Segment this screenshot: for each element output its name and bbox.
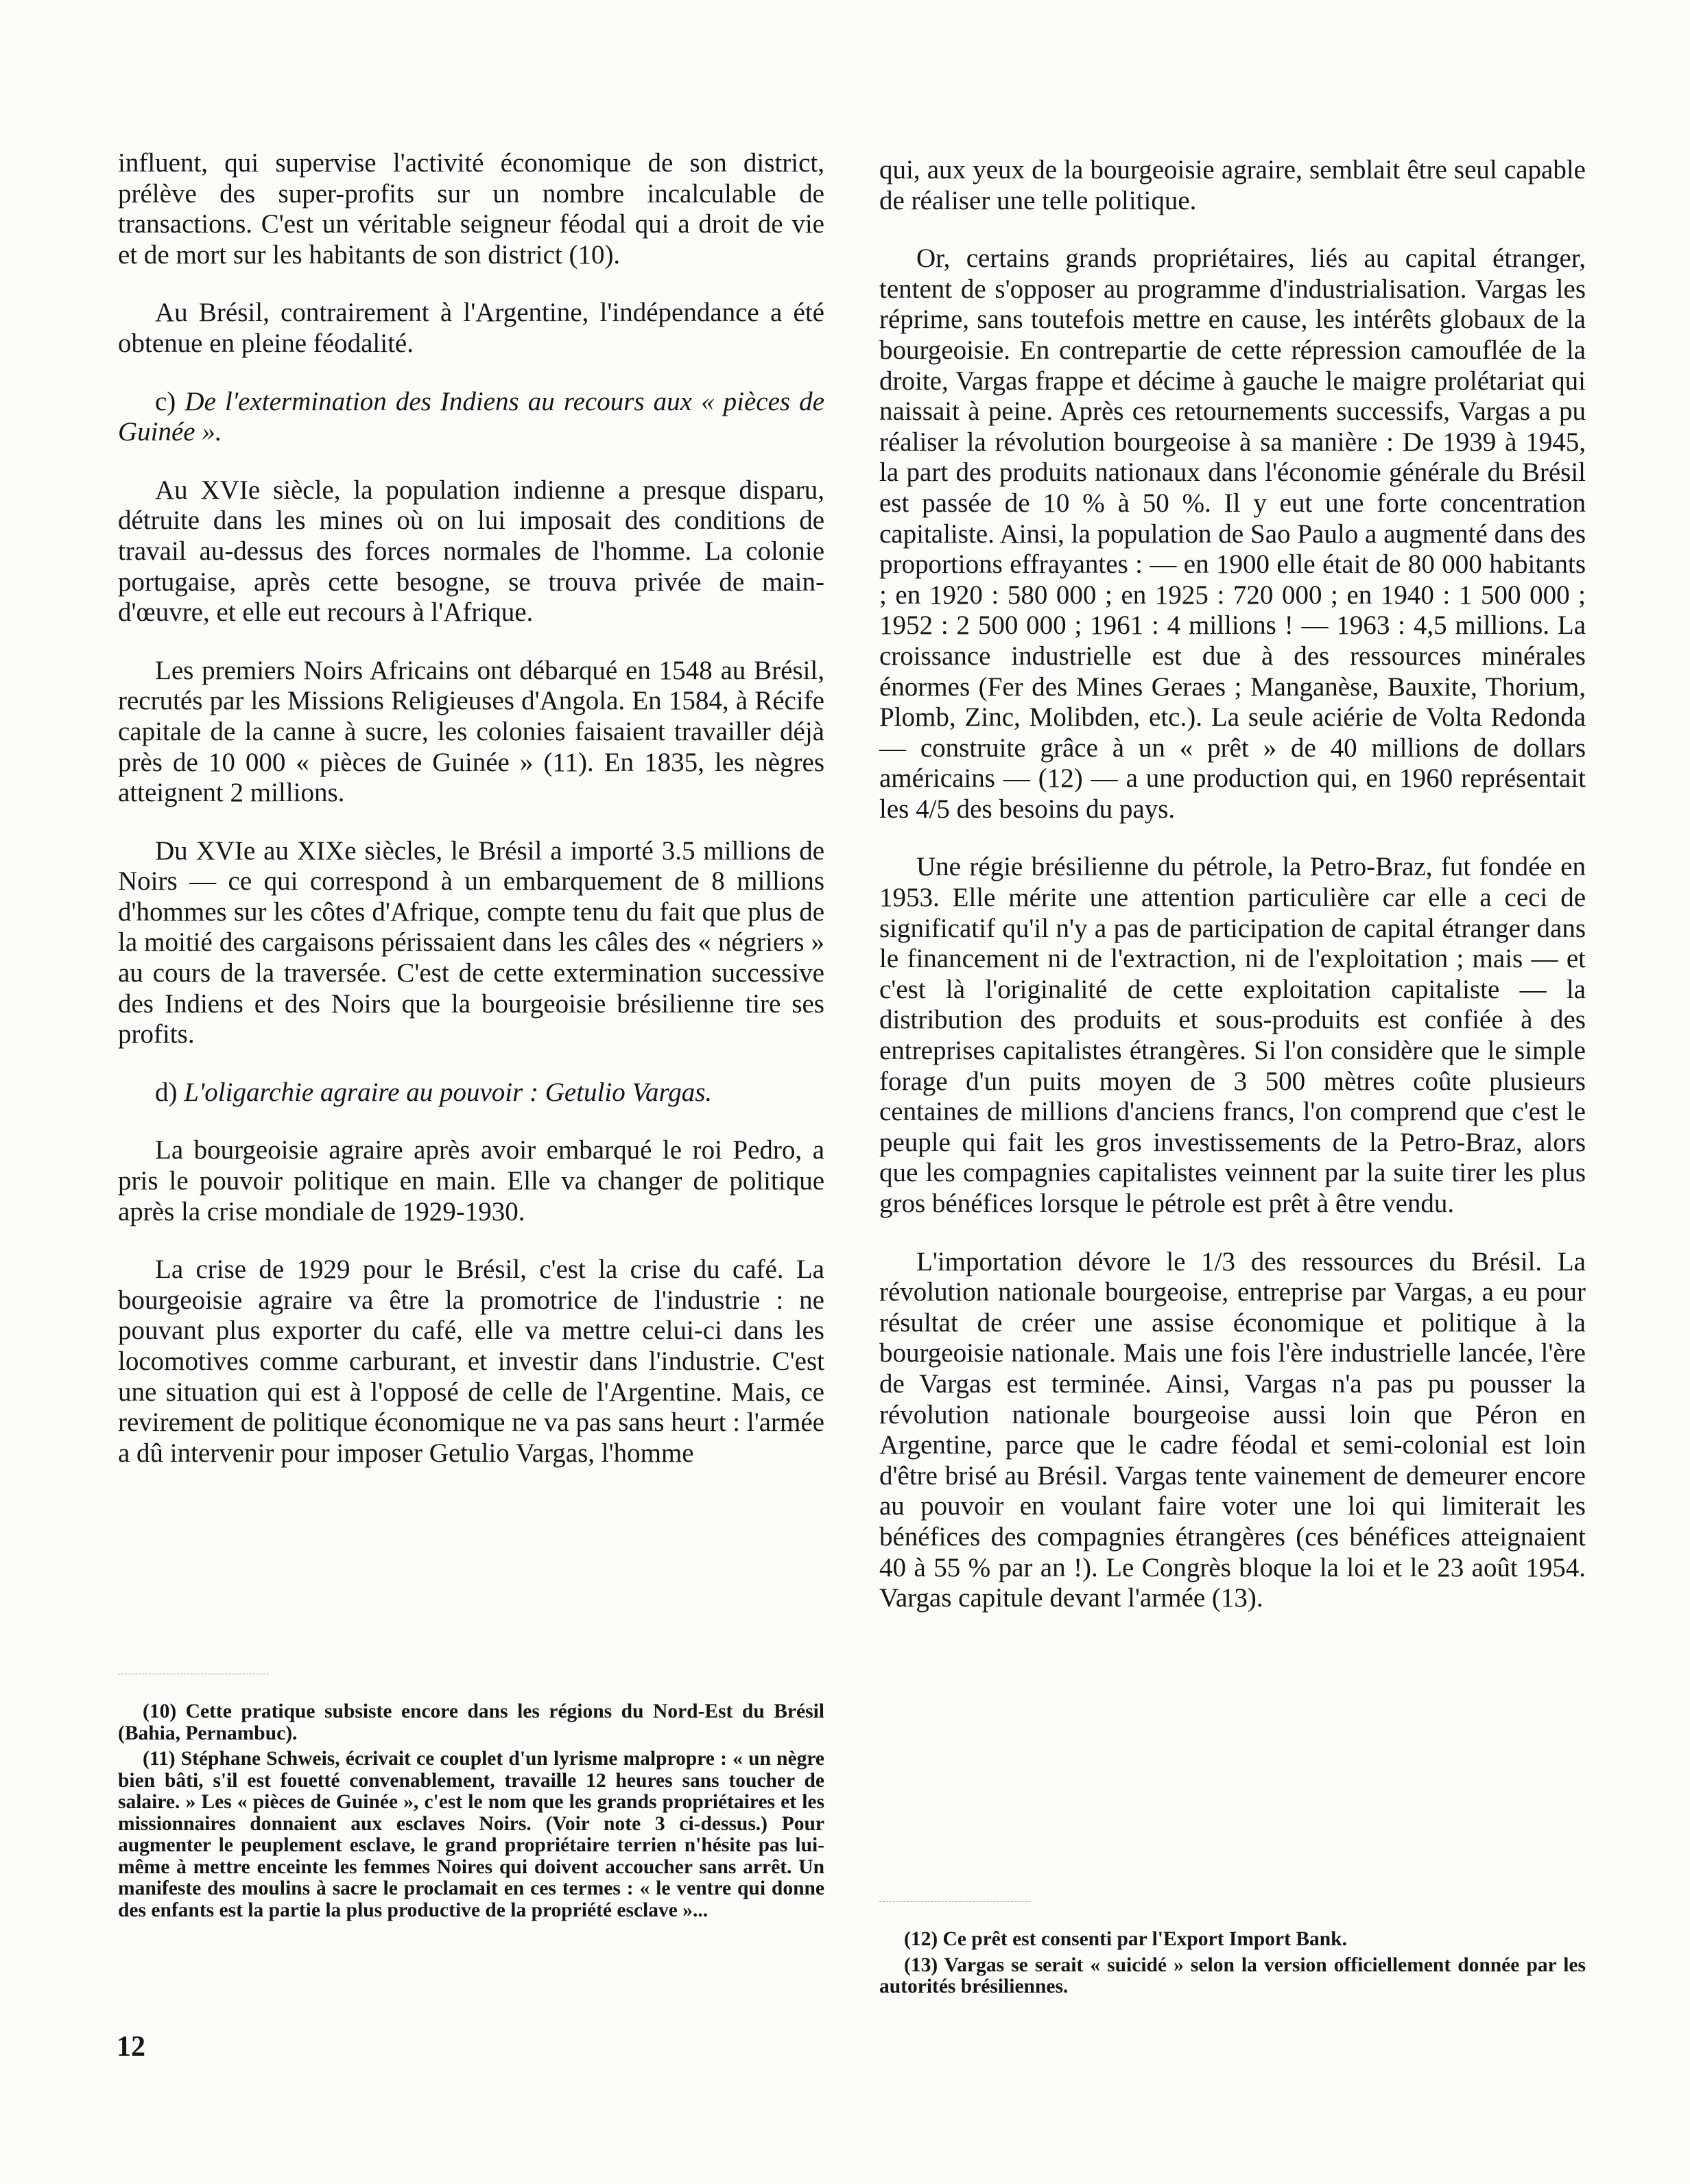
page-number: 12 (117, 2031, 145, 2063)
left-column (118, 148, 824, 1496)
right-column (879, 155, 1586, 1641)
paragraph: La crise de 1929 pour le Brésil, c'est la crise du café. La bourgeoisie agraire va être la promotrice de l'industrie : ne pouvant plus exporter du café, elle va mettre celui-ci dans les locomotives comme carburant, et investir dans l'industrie. C'est une situation qui est à l'opposé de celle de l'Argentine. Mais, ce revirement de politique économique ne va pas sans heurt : l'armée a dû intervenir pour imposer Getulio Vargas, l'homme (118, 1255, 824, 1468)
paragraph: L'importation dévore le 1/3 des ressources du Brésil. La révolution nationale bourgeoise, entreprise par Vargas, a eu pour résultat de créer une assise économique et politique à la bourgeoisie nationale. Mais une fois l'ère industrielle lancée, l'ère de Vargas est terminée. Ainsi, Vargas n'a pas pu pousser la révolution nationale bourgeoise aussi loin que Péron en Argentine, parce que le cadre féodal et semi-colonial est loin d'être brisé au Brésil. Vargas tente vainement de demeurer encore au pouvoir en voulant faire voter une loi qui limiterait les bénéfices des compagnies étrangères (ces bénéfices atteignaient 40 à 55 % par an !). Le Congrès bloque la loi et le 23 août 1954. Vargas capitule devant l'armée (13). (879, 1246, 1586, 1613)
right-footnotes (879, 1929, 1586, 2002)
paragraph: Les premiers Noirs Africains ont débarqué en 1548 au Brésil, recrutés par les Missions Religieuses d'Angola. En 1584, à Récife capitale de la canne à sucre, les colonies faisaient travailler déjà près de 10 000 « pièces de Guinée » (11). En 1835, les nègres atteignent 2 millions. (118, 655, 824, 808)
paragraph: Au XVIe siècle, la population indienne a presque disparu, détruite dans les mines où on lui imposait des conditions de travail au-dessus des forces normales de l'homme. La colonie portugaise, après cette besogne, se trouva privée de main-d'œuvre, et elle eut recours à l'Afrique. (118, 475, 824, 628)
section-heading-c (118, 387, 824, 448)
heading-text: De l'extermination des Indiens au recours aux « pièces de Guinée ». (118, 386, 824, 447)
footnote-11: (11) Stéphane Schweis, écrivait ce couplet d'un lyrisme malpropre : « un nègre bien bâti, s'il est fouetté convenablement, travaille 12 heures sans toucher de salaire. » Les « pièces de Guinée », c'est le nom que les grands propriétaires et les missionnaires donnaient aux esclaves Noirs. (Voir note 3 ci-dessus.) Pour augmenter le peuplement esclave, le grand propriétaire terrien n'hésite pas lui-même à mettre enceinte les femmes Noires qui doivent accoucher sans arrêt. Un manifeste des moulins à sacre le proclamait en ces termes : « le ventre qui donne des enfants est la partie la plus productive de la propriété esclave »... (118, 1748, 824, 1921)
footnote-12: (12) Ce prêt est consenti par l'Export Import Bank. (904, 1928, 1347, 1950)
paragraph: La bourgeoisie agraire après avoir embarqué le roi Pedro, a pris le pouvoir politique en main. Elle va changer de politique après la crise mondiale de 1929-1930. (118, 1135, 824, 1226)
paragraph: qui, aux yeux de la bourgeoisie agraire, semblait être seul capable de réaliser une telle politique. (879, 155, 1586, 215)
section-heading-d (118, 1078, 824, 1108)
footnote-divider (879, 1901, 1030, 1902)
paragraph: influent, qui supervise l'activité économique de son district, prélève des super-profits sur un nombre incalculable de transactions. C'est un véritable seigneur féodal qui a droit de vie et de mort sur les habitants de son district (10). (118, 148, 824, 270)
heading-marker: c) (155, 386, 176, 416)
paragraph: Une régie brésilienne du pétrole, la Petro-Braz, fut fondée en 1953. Elle mérite une attention particulière car elle a ceci de significatif qu'il n'y a pas de participation de capital étranger dans le financement ni de l'extraction, ni de l'exploitation ; mais — et c'est là l'originalité de cette exploitation capitaliste — la distribution des produits et sous-produits est confiée à des entreprises capitalistes étrangères. Si l'on considère que le simple forage d'un puits moyen de 3 500 mètres coûte plusieurs centaines de millions d'anciens francs, l'on comprend que c'est le peuple qui fait les gros investissements de la Petro-Braz, alors que les compagnies capitalistes veinnent par la suite tirer les plus gros bénéfices lorsque le pétrole est prêt à être vendu. (879, 852, 1586, 1218)
paragraph: Du XVIe au XIXe siècles, le Brésil a importé 3.5 millions de Noirs — ce qui correspond à un embarquement de 8 millions d'hommes sur les côtes d'Afrique, compte tenu du fait que plus de la moitié des cargaisons périssaient dans les câles des « négriers » au cours de la traversée. C'est de cette extermination successive des Indiens et des Noirs que la bourgeoisie brésilienne tire ses profits. (118, 835, 824, 1049)
footnote-13: (13) Vargas se serait « suicidé » selon la version officiellement donnée par les autorités brésiliennes. (879, 1954, 1586, 1997)
footnote-10: (10) Cette pratique subsiste encore dans les régions du Nord-Est du Brésil (Bahia, Pernambuc). (118, 1700, 824, 1744)
paragraph: Au Brésil, contrairement à l'Argentine, l'indépendance a été obtenue en pleine féodalité. (118, 298, 824, 358)
heading-marker: d) (155, 1077, 178, 1107)
paragraph: Or, certains grands propriétaires, liés au capital étranger, tentent de s'opposer au programme d'industrialisation. Vargas les réprime, sans toutefois mettre en cause, les intérêts globaux de la bourgeoisie. En contrepartie de cette répression camouflée de la droite, Vargas frappe et décime à gauche le maigre prolétariat qui naissait à peine. Après ces retournements successifs, Vargas a pu réaliser la révolution bourgeoise à sa manière : De 1939 à 1945, la part des produits nationaux dans l'économie générale du Brésil est passée de 10 % à 50 %. Il y eut une forte concentration capitaliste. Ainsi, la population de Sao Paulo a augmenté dans des proportions effrayantes : — en 1900 elle était de 80 000 habitants ; en 1920 : 580 000 ; en 1925 : 720 000 ; en 1940 : 1 500 000 ; 1952 : 2 500 000 ; 1961 : 4 millions ! — 1963 : 4,5 millions. La croissance industrielle est due à des ressources minérales énormes (Fer des Mines Geraes ; Manganèse, Bauxite, Thorium, Plomb, Zinc, Molibden, etc.). La seule aciérie de Volta Redonda — construite grâce à un « prêt » de 40 millions de dollars américains — (12) — a une production qui, en 1960 représentait les 4/5 des besoins du pays. (879, 244, 1586, 824)
left-footnotes (118, 1701, 824, 1925)
heading-text: L'oligarchie agraire au pouvoir : Getulio Vargas. (184, 1077, 713, 1107)
